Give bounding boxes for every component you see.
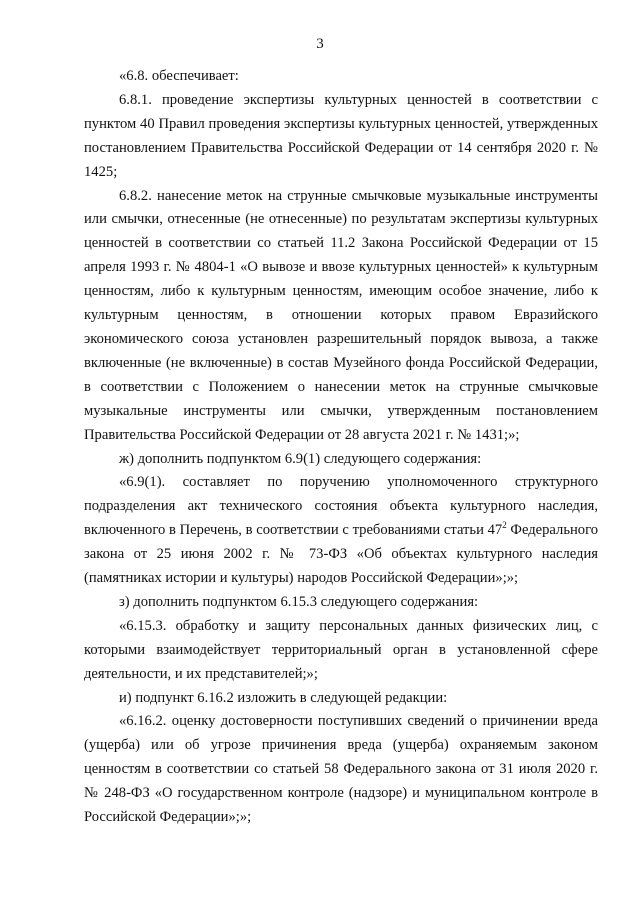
paragraph-6-8: «6.8. обеспечивает:	[119, 68, 239, 84]
paragraph-6-9-1-text: «6.9(1). составляет по поручению уполномоченного структурного подразделения акт технического состояния объекта культурного наследия, включенного в Перечень, в соответствии с требованиями статьи 47	[84, 474, 598, 539]
paragraph-6-9-1-text-end: Федерального закона от 25 июня 2002 г. № 73-ФЗ «Об объектах культурного наследия (памятниках истории и культуры) народов Российской Федерации»;»;	[84, 522, 598, 587]
paragraph-6-8-1: 6.8.1. проведение экспертизы культурных ценностей в соответствии с пунктом 40 Правил проведения экспертизы культурных ценностей, утвержденных постановлением Правительства Российской Федерации от 14 сентября 2020 г. № 1425;	[84, 91, 598, 180]
article-superscript: 2	[502, 520, 507, 531]
paragraph-item-i: и) подпункт 6.16.2 изложить в следующей редакции:	[119, 689, 448, 706]
paragraph-6-15-3: «6.15.3. обработку и защиту персональных данных физических лиц, с которыми взаимодействует территориальный орган в установленной сфере деятельности, и их представителей;»;	[84, 617, 598, 682]
paragraph-item-zh: ж) дополнить подпунктом 6.9(1) следующего содержания:	[119, 450, 482, 467]
paragraph-6-9-1	[84, 471, 598, 591]
paragraph-item-z: з) дополнить подпунктом 6.15.3 следующего содержания:	[119, 593, 479, 610]
paragraph-6-16-2: «6.16.2. оценку достоверности поступивших сведений о причинении вреда (ущерба) или об угрозе причинения вреда (ущерба) охраняемым законом ценностям в соответствии со статьей 58 Федерального закона от 31 июля 2020 г. № 248-ФЗ «О государственном контроле (надзоре) и муниципальном контроле в Российской Федерации»;»;	[84, 713, 598, 826]
document-body	[84, 65, 598, 830]
page-number: 3	[316, 36, 324, 52]
paragraph-6-8-2: 6.8.2. нанесение меток на струнные смычковые музыкальные инструменты или смычки, отнесенные (не отнесенные) по результатам экспертизы культурных ценностей в соответствии со статьей 11.2 Закона Российской Федерации от 15 апреля 1993 г. № 4804-1 «О вывозе и ввозе культурных ценностей» к культурным ценностям, либо к культурным ценностям, имеющим особое значение, либо к культурным ценностям, в отношении которых правом Евразийского экономического союза установлен разрешительный порядок вывоза, а также включенные (не включенные) в состав Музейного фонда Российской Федерации, в соответствии с Положением о нанесении меток на струнные смычковые музыкальные инструменты или смычки, утвержденным постановлением Правительства Российской Федерации от 28 августа 2021 г. № 1431;»;	[84, 187, 598, 443]
